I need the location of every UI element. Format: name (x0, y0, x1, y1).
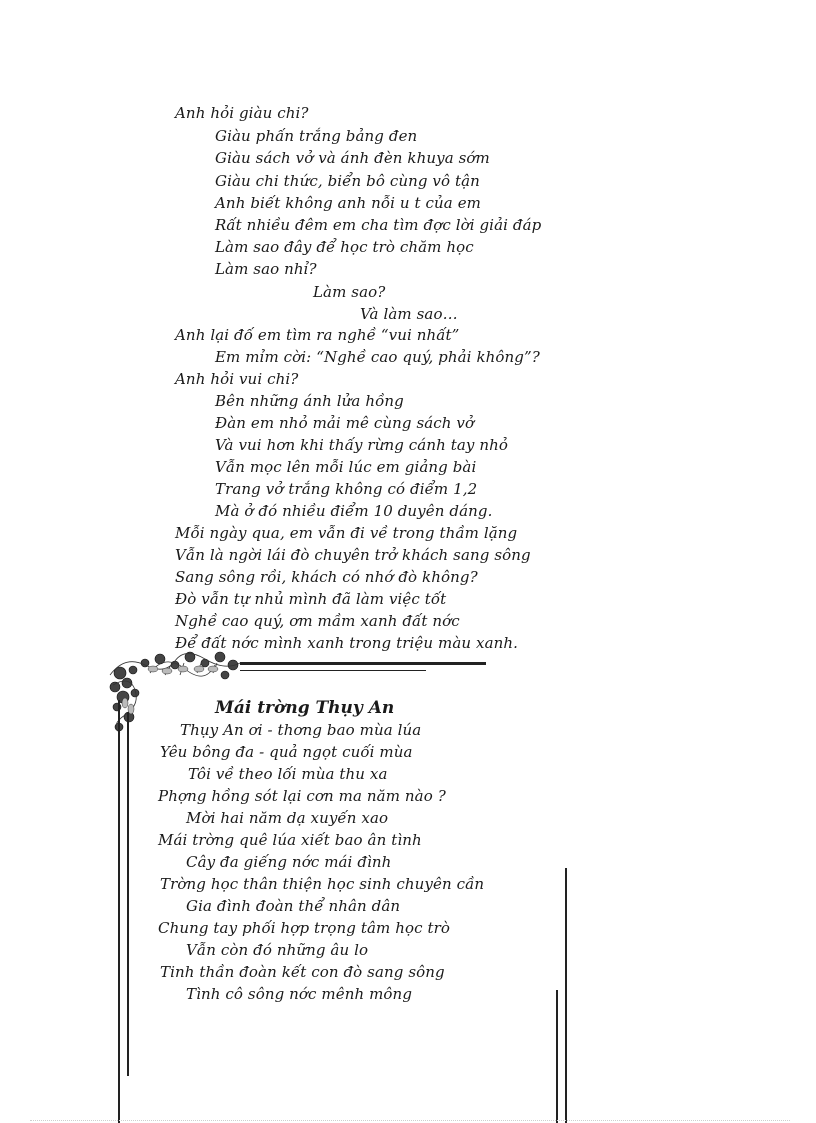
poem1-line: Để đất nớc mình xanh trong triệu màu xanh. (175, 634, 519, 652)
poem1-line: Rất nhiều đêm em cha tìm đợc lời giải đáp (215, 216, 542, 234)
poem1-line: Làm sao nhỉ? (215, 260, 317, 278)
poem2-title: Mái trờng Thụy An (215, 698, 395, 718)
poem2-line: Vẫn còn đó những âu lo (186, 941, 369, 959)
poem2-line: Chung tay phối hợp trọng tâm học trò (158, 919, 451, 937)
poem1-line: Anh hỏi giàu chi? (175, 104, 309, 122)
poem1-line: Vẫn mọc lên mỗi lúc em giảng bài (215, 458, 477, 476)
poem1-line: Giàu chi thức, biển bô cùng vô tận (215, 172, 480, 190)
horizontal-rule (240, 662, 486, 665)
poem2-line: Phợng hồng sót lại cơn ma năm nào ? (158, 787, 446, 805)
poem1-line: Làm sao? (313, 283, 386, 301)
poem2-line: Yêu bông đa - quả ngọt cuối mùa (160, 743, 413, 761)
poem2-line: Trờng học thân thiện học sinh chuyên cần (160, 875, 485, 893)
poem1-line: Mà ở đó nhiều điểm 10 duyên dáng. (215, 502, 493, 520)
poem1-line: Vẫn là ngời lái đò chuyên trở khách sang sông (175, 546, 531, 564)
poem2-line: Gia đình đoàn thể nhân dân (186, 897, 401, 915)
poem2-line: Thụy An ơi - thơng bao mùa lúa (180, 721, 422, 739)
poem1-line: Đàn em nhỏ mải mê cùng sách vở (215, 414, 475, 432)
page-bottom-dotted-line (30, 1120, 790, 1121)
poem1-line: Đò vẫn tự nhủ mình đã làm việc tốt (175, 590, 447, 608)
poem1-line: Trang vở trắng không có điểm 1,2 (215, 480, 478, 498)
horizontal-rule (240, 670, 426, 671)
poem2-line: Tình cô sông nớc mênh mông (186, 985, 413, 1003)
poem2-line: Mời hai năm dạ xuyến xao (186, 809, 389, 827)
poem1-line: Em mỉm cời: “Nghề cao quý, phải không”? (215, 348, 540, 366)
poem1-line: Giàu phấn trắng bảng đen (215, 127, 418, 145)
poem1-line: Sang sông rồi, khách có nhớ đò không? (175, 568, 478, 586)
poem1-line: Bên những ánh lửa hồng (215, 392, 404, 410)
poem2-line: Tinh thần đoàn kết con đò sang sông (160, 963, 445, 981)
poem1-line: Và vui hơn khi thấy rừng cánh tay nhỏ (215, 436, 508, 454)
vertical-rule (118, 700, 120, 1123)
poem1-line: Giàu sách vở và ánh đèn khuya sớm (215, 149, 490, 167)
vertical-rule (565, 868, 567, 1123)
poem2-line: Mái trờng quê lúa xiết bao ân tình (158, 831, 422, 849)
poem1-line: Làm sao đây để học trò chăm học (215, 238, 474, 256)
poem1-line: Anh hỏi vui chi? (175, 370, 299, 388)
poem2-line: Cây đa giếng nớc mái đình (186, 853, 392, 871)
poem1-line: Anh lại đố em tìm ra nghề “vui nhất” (175, 326, 460, 344)
poem1-line: Mỗi ngày qua, em vẫn đi về trong thầm lặng (175, 524, 518, 542)
poem2-line: Tôi về theo lối mùa thu xa (188, 765, 388, 783)
poem1-line: Và làm sao… (360, 305, 458, 323)
poem1-line: Anh biết không anh nỗi u t của em (215, 194, 481, 212)
vertical-rule (556, 990, 558, 1123)
vertical-rule (127, 712, 129, 1076)
poem1-line: Nghề cao quý, ơm mầm xanh đất nớc (175, 612, 460, 630)
